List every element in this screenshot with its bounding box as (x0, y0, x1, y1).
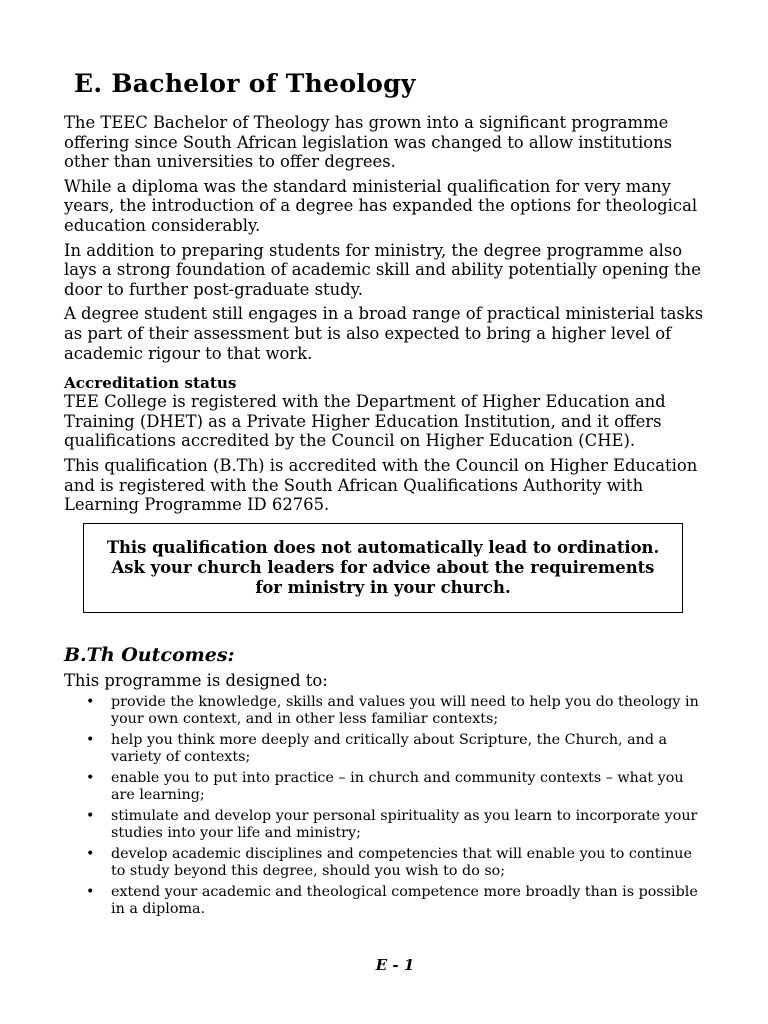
list-item (86, 732, 708, 766)
accreditation-paragraph-2: This qualification (B.Th) is accredited with the Council on Higher Education and is registered with the South African Qualifications Authority with Learning Programme ID 62765. (64, 455, 698, 515)
bullet-icon: • (86, 807, 95, 824)
bullet-icon: • (86, 845, 95, 862)
ordination-notice-text: This qualification does not automatically lead to ordination. Ask your church leaders for advice about the requirements for ministry in your church. (106, 537, 660, 597)
intro-paragraph-1: The TEEC Bachelor of Theology has grown into a significant programme offering since South African legislation was changed to allow institutions other than universities to offer degrees. (64, 113, 673, 172)
ordination-notice-box (83, 523, 683, 613)
outcome-text: extend your academic and theological competence more broadly than is possible in a diploma. (111, 883, 698, 917)
accreditation-paragraph-1: TEE College is registered with the Department of Higher Education and Training (DHET) as a Private Higher Education Institution, and it offers qualifications accredited by the Council on Higher Education (CHE). (64, 392, 666, 451)
list-item (86, 770, 708, 804)
outcome-text: stimulate and develop your personal spirituality as you learn to incorporate your studies into your life and ministry; (111, 807, 698, 841)
list-item (86, 808, 708, 842)
bullet-icon: • (86, 731, 95, 748)
list-item (86, 884, 708, 918)
outcome-text: develop academic disciplines and competencies that will enable you to continue to study beyond this degree, should you wish to do so; (111, 845, 692, 879)
bullet-icon: • (86, 769, 95, 786)
intro-paragraph-3: In addition to preparing students for ministry, the degree programme also lays a strong foundation of academic skill and ability potentially opening the door to further post-graduate study. (64, 240, 701, 299)
page-number: E - 1 (375, 956, 415, 974)
outcome-text: help you think more deeply and critically about Scripture, the Church, and a variety of contexts; (111, 731, 668, 765)
page-title: E. Bachelor of Theology (74, 69, 416, 98)
list-item (86, 846, 708, 880)
bullet-icon: • (86, 883, 95, 900)
intro-paragraph-4: A degree student still engages in a broad range of practical ministerial tasks as part of their assessment but is also expected to bring a higher level of academic rigour to that work. (64, 304, 704, 363)
outcome-text: enable you to put into practice – in church and community contexts – what you are learning; (111, 769, 684, 803)
accreditation-heading: Accreditation status (64, 374, 237, 393)
list-item (86, 694, 708, 728)
outcomes-heading: B.Th Outcomes: (64, 643, 235, 666)
bullet-icon: • (86, 693, 95, 710)
outcomes-intro: This programme is designed to: (64, 670, 328, 690)
outcomes-list (64, 694, 708, 918)
document-page (64, 68, 708, 922)
intro-paragraph-2: While a diploma was the standard ministerial qualification for very many years, the introduction of a degree has expanded the options for theological education considerably. (64, 176, 698, 235)
outcome-text: provide the knowledge, skills and values you will need to help you do theology in your own context, and in other less familiar contexts; (111, 693, 699, 727)
